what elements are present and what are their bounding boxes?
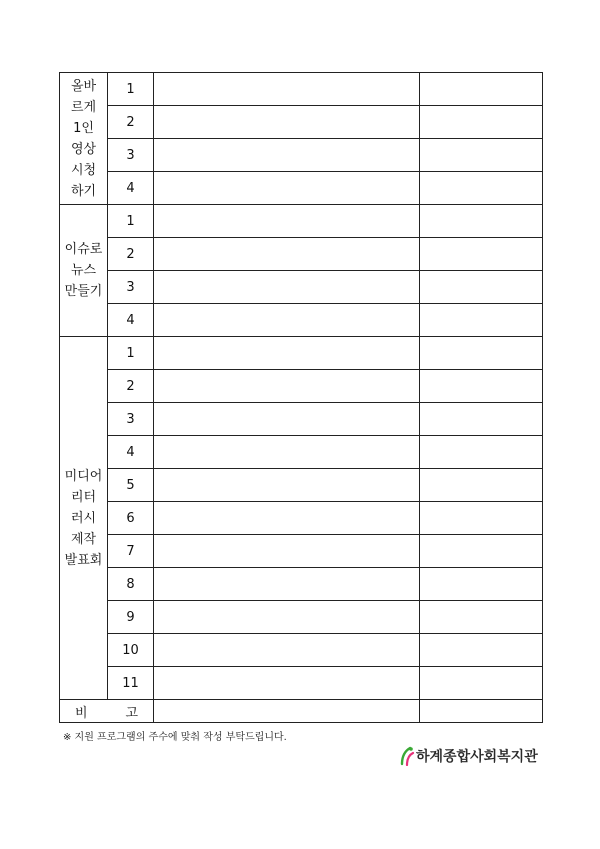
table-row	[60, 469, 543, 502]
section-label	[60, 337, 108, 700]
content-cell[interactable]	[154, 172, 420, 205]
row-number: 11	[108, 667, 154, 700]
section-label-line: 미디어	[64, 468, 103, 484]
section-label-line: 1인	[73, 120, 94, 136]
content-cell[interactable]	[154, 238, 420, 271]
extra-cell[interactable]	[420, 568, 543, 601]
table-row	[60, 601, 543, 634]
section-label	[60, 205, 108, 337]
remark-content-cell[interactable]	[154, 700, 420, 723]
section-label-line: 올바	[70, 78, 97, 94]
content-cell[interactable]	[154, 370, 420, 403]
table-row	[60, 73, 543, 106]
table-row	[60, 502, 543, 535]
row-number: 2	[108, 370, 154, 403]
content-cell[interactable]	[154, 73, 420, 106]
row-number: 7	[108, 535, 154, 568]
table-row	[60, 271, 543, 304]
row-number: 4	[108, 304, 154, 337]
row-number: 3	[108, 271, 154, 304]
table-row	[60, 106, 543, 139]
content-cell[interactable]	[154, 667, 420, 700]
row-number: 5	[108, 469, 154, 502]
section-label-line: 제작	[70, 531, 97, 547]
remark-label-right: 고	[125, 705, 139, 721]
extra-cell[interactable]	[420, 304, 543, 337]
table-row	[60, 139, 543, 172]
content-cell[interactable]	[154, 106, 420, 139]
extra-cell[interactable]	[420, 139, 543, 172]
extra-cell[interactable]	[420, 502, 543, 535]
table-row	[60, 634, 543, 667]
content-cell[interactable]	[154, 271, 420, 304]
program-table	[59, 72, 543, 723]
content-cell[interactable]	[154, 205, 420, 238]
table-row	[60, 403, 543, 436]
row-number: 10	[108, 634, 154, 667]
row-number: 2	[108, 238, 154, 271]
table-row	[60, 436, 543, 469]
table-row	[60, 205, 543, 238]
content-cell[interactable]	[154, 601, 420, 634]
section-label-line: 러시	[70, 510, 97, 526]
extra-cell[interactable]	[420, 469, 543, 502]
table-row	[60, 667, 543, 700]
table-row	[60, 568, 543, 601]
content-cell[interactable]	[154, 634, 420, 667]
row-number: 1	[108, 73, 154, 106]
content-cell[interactable]	[154, 304, 420, 337]
row-number: 9	[108, 601, 154, 634]
row-number: 1	[108, 337, 154, 370]
program-table-body	[60, 73, 543, 723]
extra-cell[interactable]	[420, 370, 543, 403]
content-cell[interactable]	[154, 502, 420, 535]
content-cell[interactable]	[154, 469, 420, 502]
table-row	[60, 172, 543, 205]
extra-cell[interactable]	[420, 634, 543, 667]
row-number: 3	[108, 139, 154, 172]
extra-cell[interactable]	[420, 205, 543, 238]
organization-logo	[398, 746, 538, 766]
row-number: 1	[108, 205, 154, 238]
remark-row	[60, 700, 543, 723]
remark-label-left: 비	[74, 705, 88, 721]
section-label-line: 이슈로	[64, 242, 103, 257]
content-cell[interactable]	[154, 337, 420, 370]
organization-logo-icon	[398, 746, 416, 766]
content-cell[interactable]	[154, 436, 420, 469]
extra-cell[interactable]	[420, 271, 543, 304]
content-cell[interactable]	[154, 535, 420, 568]
extra-cell[interactable]	[420, 238, 543, 271]
remark-extra-cell[interactable]	[420, 700, 543, 723]
section-label-line: 르게	[70, 99, 97, 115]
section-label-line: 하기	[70, 183, 97, 199]
extra-cell[interactable]	[420, 337, 543, 370]
section-label-line: 발표회	[64, 552, 103, 568]
row-number: 4	[108, 172, 154, 205]
section-label	[60, 73, 108, 205]
section-label-line: 리터	[70, 489, 97, 505]
table-row	[60, 370, 543, 403]
section-label-line: 만들기	[64, 284, 103, 299]
row-number: 8	[108, 568, 154, 601]
extra-cell[interactable]	[420, 106, 543, 139]
extra-cell[interactable]	[420, 172, 543, 205]
footnote: ※ 지원 프로그램의 주수에 맞춰 작성 부탁드립니다.	[63, 732, 287, 743]
table-row	[60, 535, 543, 568]
extra-cell[interactable]	[420, 403, 543, 436]
row-number: 3	[108, 403, 154, 436]
extra-cell[interactable]	[420, 667, 543, 700]
extra-cell[interactable]	[420, 436, 543, 469]
table-row	[60, 304, 543, 337]
content-cell[interactable]	[154, 403, 420, 436]
organization-name: 하계종합사회복지관	[416, 749, 538, 765]
extra-cell[interactable]	[420, 73, 543, 106]
table-row	[60, 337, 543, 370]
row-number: 2	[108, 106, 154, 139]
row-number: 6	[108, 502, 154, 535]
extra-cell[interactable]	[420, 601, 543, 634]
table-row	[60, 238, 543, 271]
section-label-line: 시청	[70, 162, 97, 178]
row-number: 4	[108, 436, 154, 469]
remark-label	[60, 700, 154, 723]
section-label-line: 영상	[70, 141, 97, 157]
extra-cell[interactable]	[420, 535, 543, 568]
content-cell[interactable]	[154, 568, 420, 601]
content-cell[interactable]	[154, 139, 420, 172]
section-label-line: 뉴스	[70, 263, 97, 278]
